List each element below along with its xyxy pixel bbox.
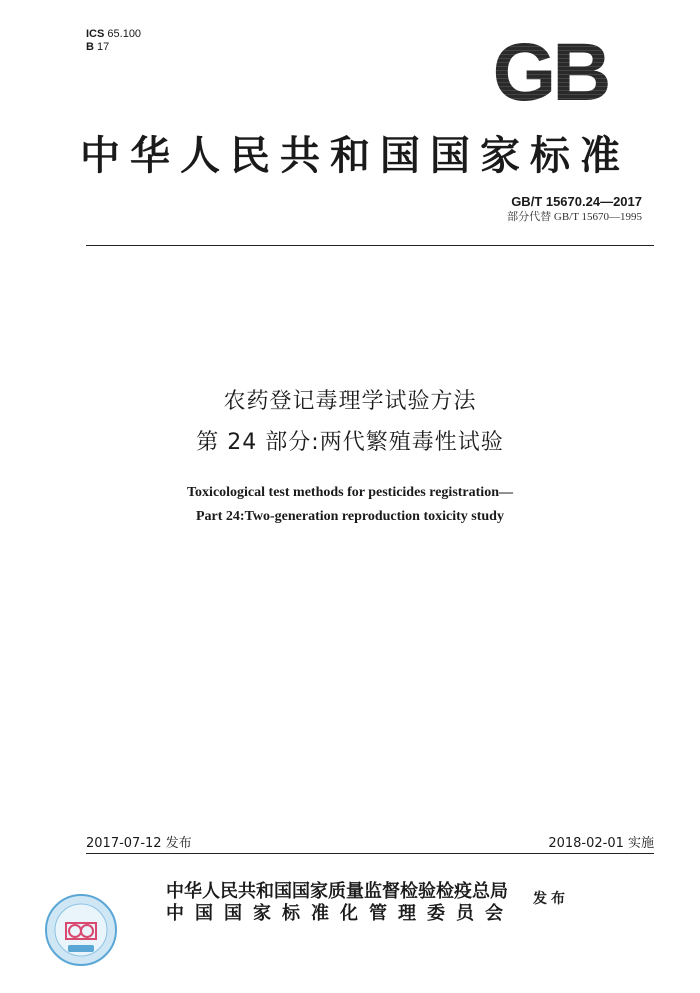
- page-title: 中华人民共和国国家标准: [80, 132, 630, 179]
- bottom-divider: [86, 853, 654, 854]
- ics-line: [86, 28, 141, 41]
- chinese-title-line-1: 农药登记毒理学试验方法: [223, 389, 477, 414]
- ccs-code: 17: [97, 41, 110, 53]
- standard-number-block: [507, 194, 642, 224]
- classification-codes: [86, 28, 141, 54]
- ccs-line: [86, 41, 141, 54]
- english-title-line-2: Part 24:Two-generation reproduction toxicity study: [196, 509, 504, 524]
- standard-number: GB/T 15670.24—2017: [511, 194, 642, 209]
- anti-counterfeit-seal: [44, 893, 118, 967]
- english-title-line-1: Toxicological test methods for pesticides registration—: [187, 485, 513, 500]
- ccs-label: B: [86, 41, 94, 53]
- gb-logo-text: GB: [492, 38, 608, 108]
- publish-label: 发布: [533, 891, 569, 907]
- issue-date: 2017-07-12 发布: [86, 836, 192, 851]
- ics-code: 65.100: [107, 28, 142, 40]
- top-divider: [86, 245, 654, 246]
- implementation-date: 2018-02-01 实施: [548, 836, 654, 851]
- chinese-title-line-2: 第 24 部分:两代繁殖毒性试验: [196, 430, 504, 455]
- issuer-line-2: 中国国家标准化管理委员会: [166, 903, 514, 924]
- issuer-line-1: 中华人民共和国国家质量监督检验检疫总局: [166, 881, 508, 902]
- ics-label: ICS: [86, 28, 105, 40]
- replaces-note: 部分代替 GB/T 15670—1995: [507, 211, 642, 223]
- gb-logo: [484, 38, 616, 108]
